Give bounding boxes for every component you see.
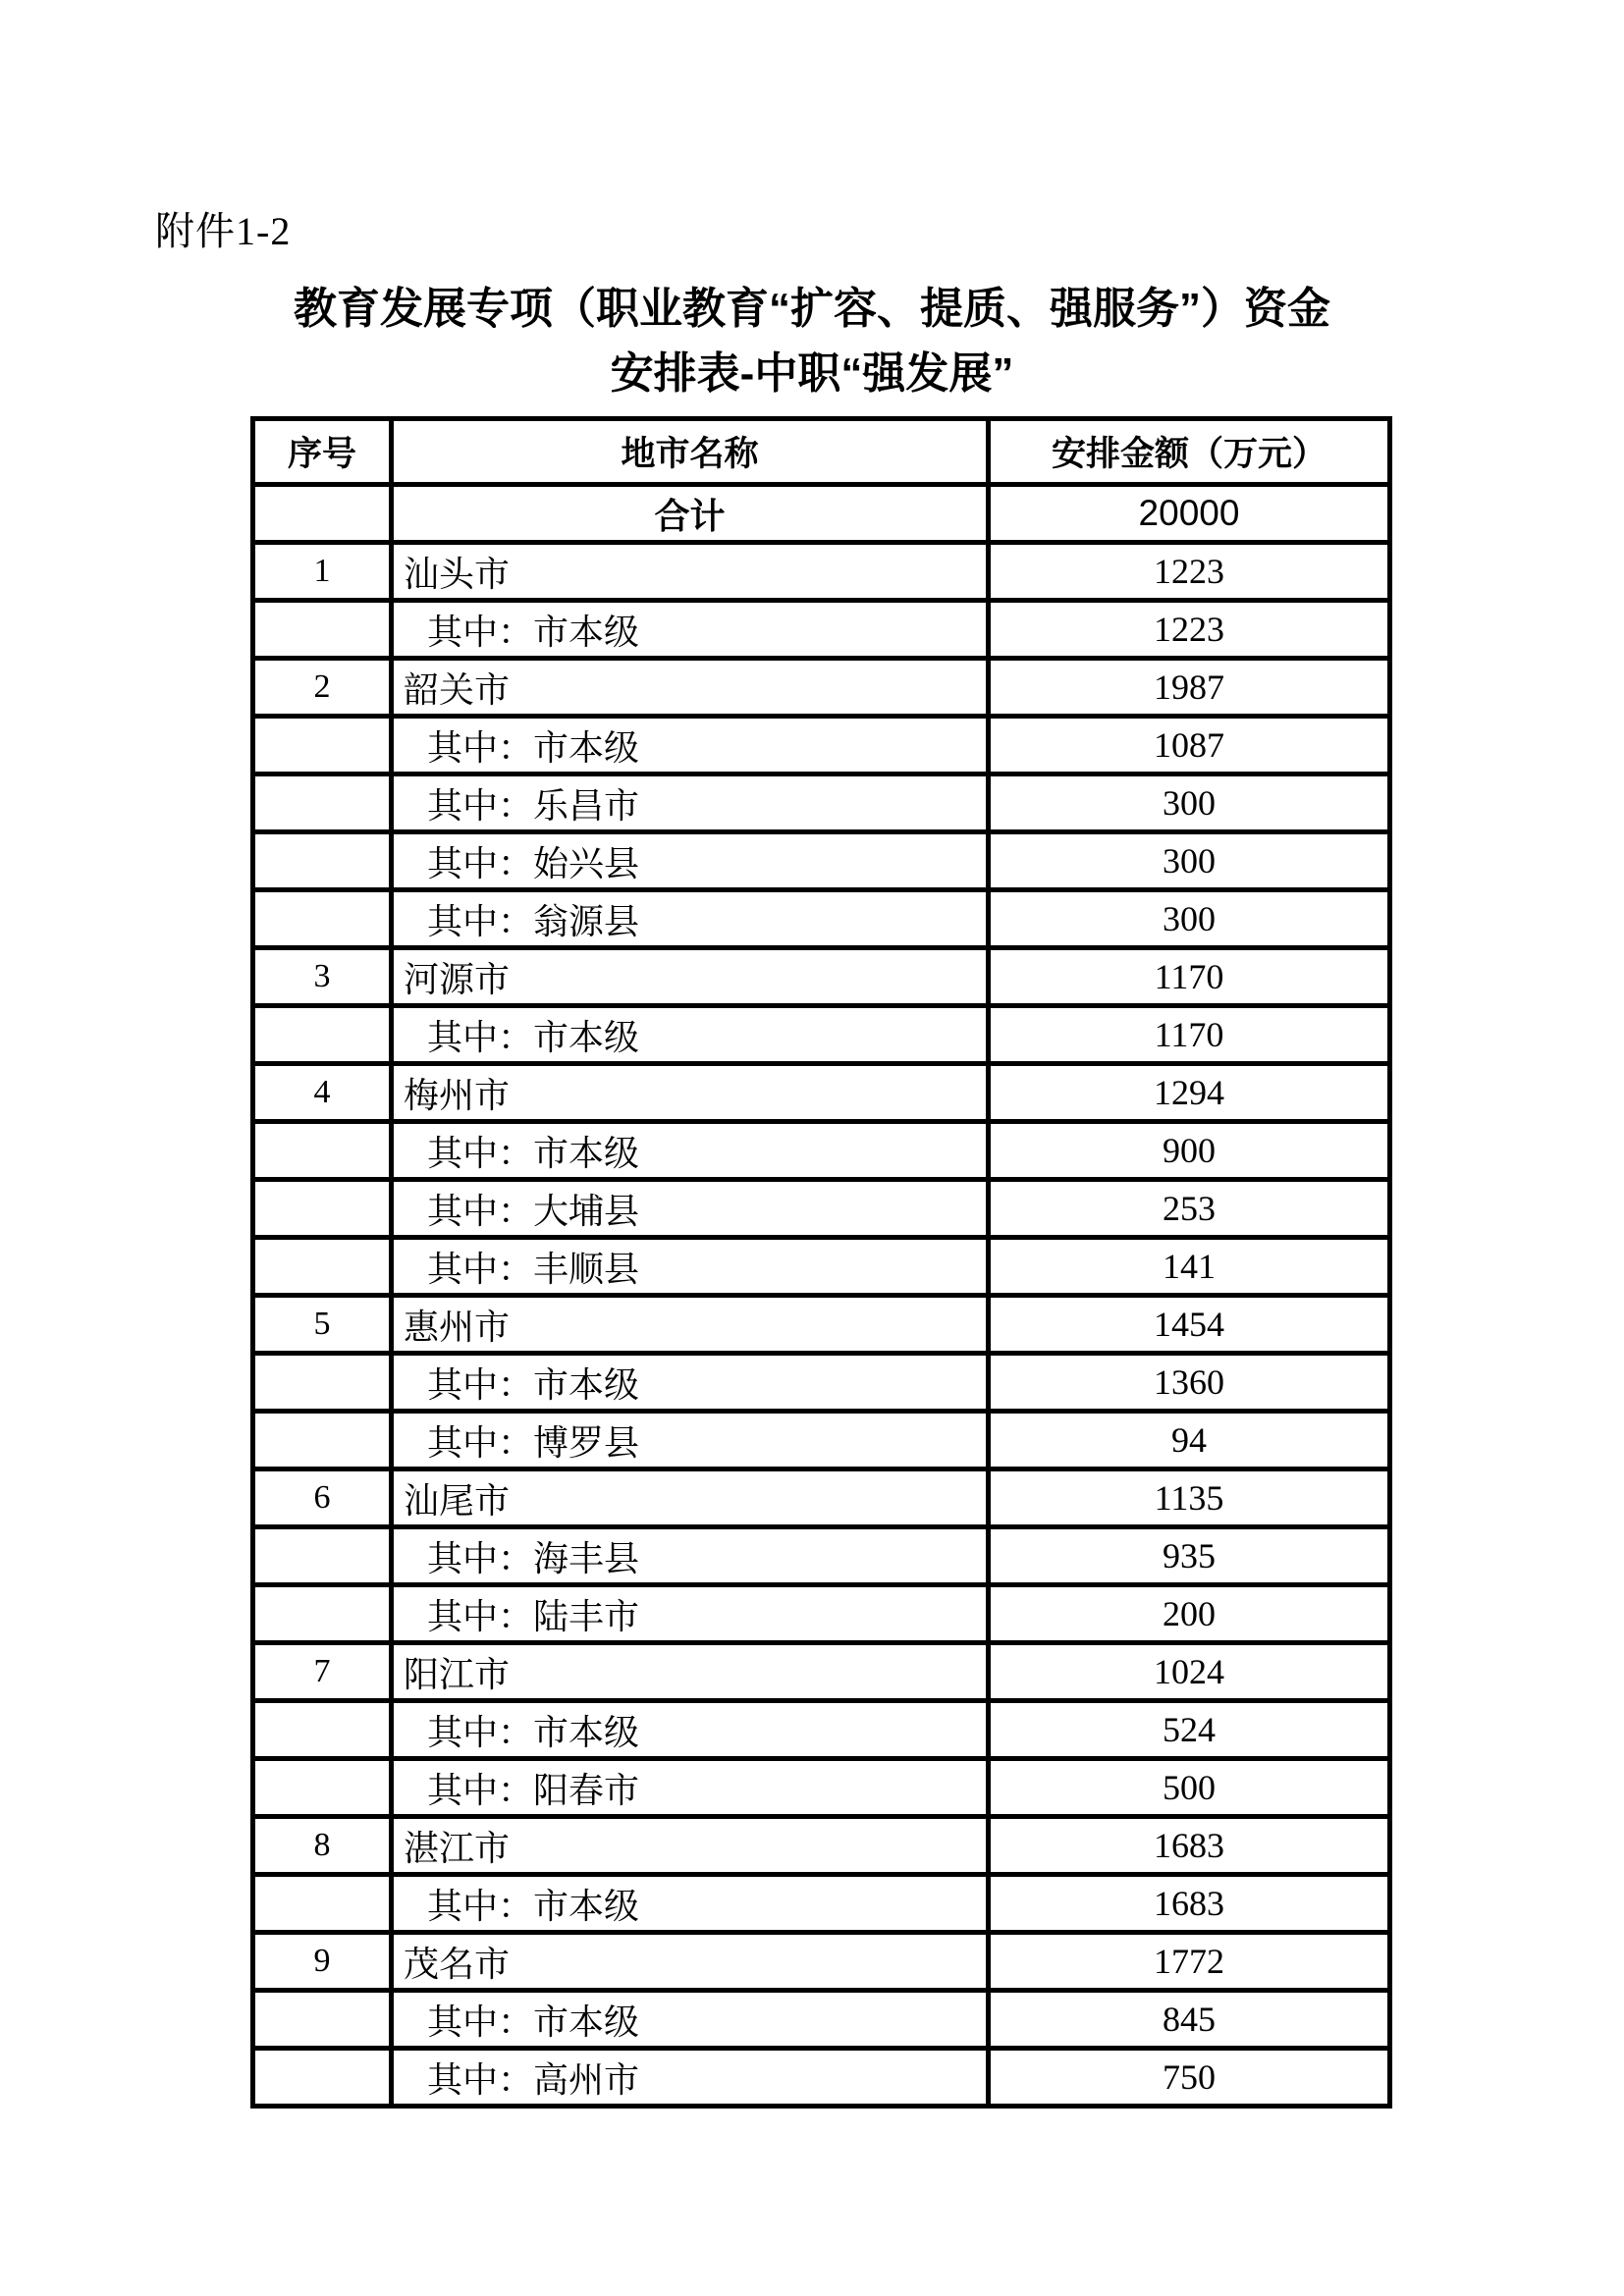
sub-item-cell: 其中：市本级 (392, 1354, 989, 1412)
table-row (253, 1585, 1390, 1643)
row-number-cell (253, 1991, 392, 2049)
row-number-cell (253, 2049, 392, 2107)
row-number-cell (253, 1412, 392, 1469)
row-number-cell (253, 1585, 392, 1643)
table-row (253, 1354, 1390, 1412)
row-number-cell (253, 774, 392, 832)
amount-cell: 200 (989, 1585, 1390, 1643)
table-row (253, 601, 1390, 659)
amount-cell: 94 (989, 1412, 1390, 1469)
city-name-cell: 韶关市 (392, 659, 989, 717)
row-number-cell (253, 1238, 392, 1296)
amount-cell: 300 (989, 774, 1390, 832)
city-name-cell: 河源市 (392, 948, 989, 1006)
sub-item-cell: 其中：市本级 (392, 717, 989, 774)
amount-cell: 1170 (989, 1006, 1390, 1064)
table-row (253, 1817, 1390, 1875)
sub-item-cell: 其中：大埔县 (392, 1180, 989, 1238)
row-number-cell (253, 1527, 392, 1585)
table-row (253, 1412, 1390, 1469)
document-title-line1: 教育发展专项（职业教育“扩容、提质、强服务”）资金 (294, 285, 1330, 333)
sub-item-cell: 其中：市本级 (392, 601, 989, 659)
row-number-cell: 4 (253, 1064, 392, 1122)
city-name-cell: 茂名市 (392, 1933, 989, 1991)
city-name-cell: 汕头市 (392, 543, 989, 601)
sub-item-cell: 其中：市本级 (392, 1122, 989, 1180)
table-row (253, 1701, 1390, 1759)
table-row (253, 774, 1390, 832)
table-row (253, 1527, 1390, 1585)
table-row (253, 890, 1390, 948)
table-row (253, 1064, 1390, 1122)
table-row (253, 832, 1390, 890)
amount-cell: 1223 (989, 601, 1390, 659)
amount-cell: 253 (989, 1180, 1390, 1238)
table-row (253, 948, 1390, 1006)
sub-item-cell: 其中：市本级 (392, 1991, 989, 2049)
amount-cell: 1683 (989, 1817, 1390, 1875)
amount-cell: 300 (989, 832, 1390, 890)
row-number-cell (253, 601, 392, 659)
row-number-cell (253, 1759, 392, 1817)
amount-cell: 524 (989, 1701, 1390, 1759)
table-row (253, 1296, 1390, 1354)
city-name-cell: 湛江市 (392, 1817, 989, 1875)
sub-item-cell: 其中：高州市 (392, 2049, 989, 2107)
amount-cell: 845 (989, 1991, 1390, 2049)
sub-item-cell: 其中：阳春市 (392, 1759, 989, 1817)
table-row (253, 717, 1390, 774)
table-row (253, 1643, 1390, 1701)
amount-cell: 1683 (989, 1875, 1390, 1933)
row-number-cell: 6 (253, 1469, 392, 1527)
amount-cell: 141 (989, 1238, 1390, 1296)
document-title (157, 277, 1467, 406)
amount-cell: 1987 (989, 659, 1390, 717)
row-number-cell (253, 1354, 392, 1412)
row-number-cell: 1 (253, 543, 392, 601)
header-city-name: 地市名称 (392, 419, 989, 485)
row-number-cell (253, 485, 392, 543)
city-name-cell: 梅州市 (392, 1064, 989, 1122)
row-number-cell: 5 (253, 1296, 392, 1354)
sub-item-cell: 其中：海丰县 (392, 1527, 989, 1585)
amount-cell: 300 (989, 890, 1390, 948)
amount-cell: 1087 (989, 717, 1390, 774)
amount-cell: 1170 (989, 948, 1390, 1006)
total-label-cell: 合计 (392, 485, 989, 543)
row-number-cell (253, 1122, 392, 1180)
amount-cell: 750 (989, 2049, 1390, 2107)
amount-cell: 1454 (989, 1296, 1390, 1354)
sub-item-cell: 其中：博罗县 (392, 1412, 989, 1469)
table-row (253, 1991, 1390, 2049)
table-row (253, 1006, 1390, 1064)
amount-cell: 935 (989, 1527, 1390, 1585)
row-number-cell (253, 717, 392, 774)
row-number-cell (253, 832, 392, 890)
sub-item-cell: 其中：丰顺县 (392, 1238, 989, 1296)
table-row (253, 1469, 1390, 1527)
amount-cell: 500 (989, 1759, 1390, 1817)
row-number-cell (253, 1006, 392, 1064)
amount-cell: 1294 (989, 1064, 1390, 1122)
table-row (253, 1122, 1390, 1180)
sub-item-cell: 其中：陆丰市 (392, 1585, 989, 1643)
amount-cell: 1024 (989, 1643, 1390, 1701)
sub-item-cell: 其中：市本级 (392, 1875, 989, 1933)
city-name-cell: 阳江市 (392, 1643, 989, 1701)
table-row (253, 1238, 1390, 1296)
attachment-label: 附件1-2 (155, 209, 292, 253)
row-number-cell: 9 (253, 1933, 392, 1991)
table-row (253, 1759, 1390, 1817)
document-title-line2: 安排表-中职“强发展” (610, 349, 1014, 398)
row-number-cell (253, 1701, 392, 1759)
header-amount: 安排金额（万元） (989, 419, 1390, 485)
table-header-row (253, 419, 1390, 485)
table-row (253, 1875, 1390, 1933)
row-number-cell: 2 (253, 659, 392, 717)
amount-cell: 1360 (989, 1354, 1390, 1412)
table-row (253, 1933, 1390, 1991)
row-number-cell: 8 (253, 1817, 392, 1875)
row-number-cell (253, 1875, 392, 1933)
total-amount-cell: 20000 (989, 485, 1390, 543)
table-row (253, 659, 1390, 717)
row-number-cell (253, 1180, 392, 1238)
amount-cell: 1223 (989, 543, 1390, 601)
table-row (253, 543, 1390, 601)
header-serial-number: 序号 (253, 419, 392, 485)
sub-item-cell: 其中：始兴县 (392, 832, 989, 890)
total-row (253, 485, 1390, 543)
sub-item-cell: 其中：市本级 (392, 1701, 989, 1759)
sub-item-cell: 其中：翁源县 (392, 890, 989, 948)
fund-allocation-table (250, 416, 1392, 2109)
amount-cell: 1772 (989, 1933, 1390, 1991)
city-name-cell: 汕尾市 (392, 1469, 989, 1527)
amount-cell: 1135 (989, 1469, 1390, 1527)
table-row (253, 2049, 1390, 2107)
sub-item-cell: 其中：乐昌市 (392, 774, 989, 832)
amount-cell: 900 (989, 1122, 1390, 1180)
city-name-cell: 惠州市 (392, 1296, 989, 1354)
table-row (253, 1180, 1390, 1238)
row-number-cell: 7 (253, 1643, 392, 1701)
row-number-cell (253, 890, 392, 948)
sub-item-cell: 其中：市本级 (392, 1006, 989, 1064)
row-number-cell: 3 (253, 948, 392, 1006)
